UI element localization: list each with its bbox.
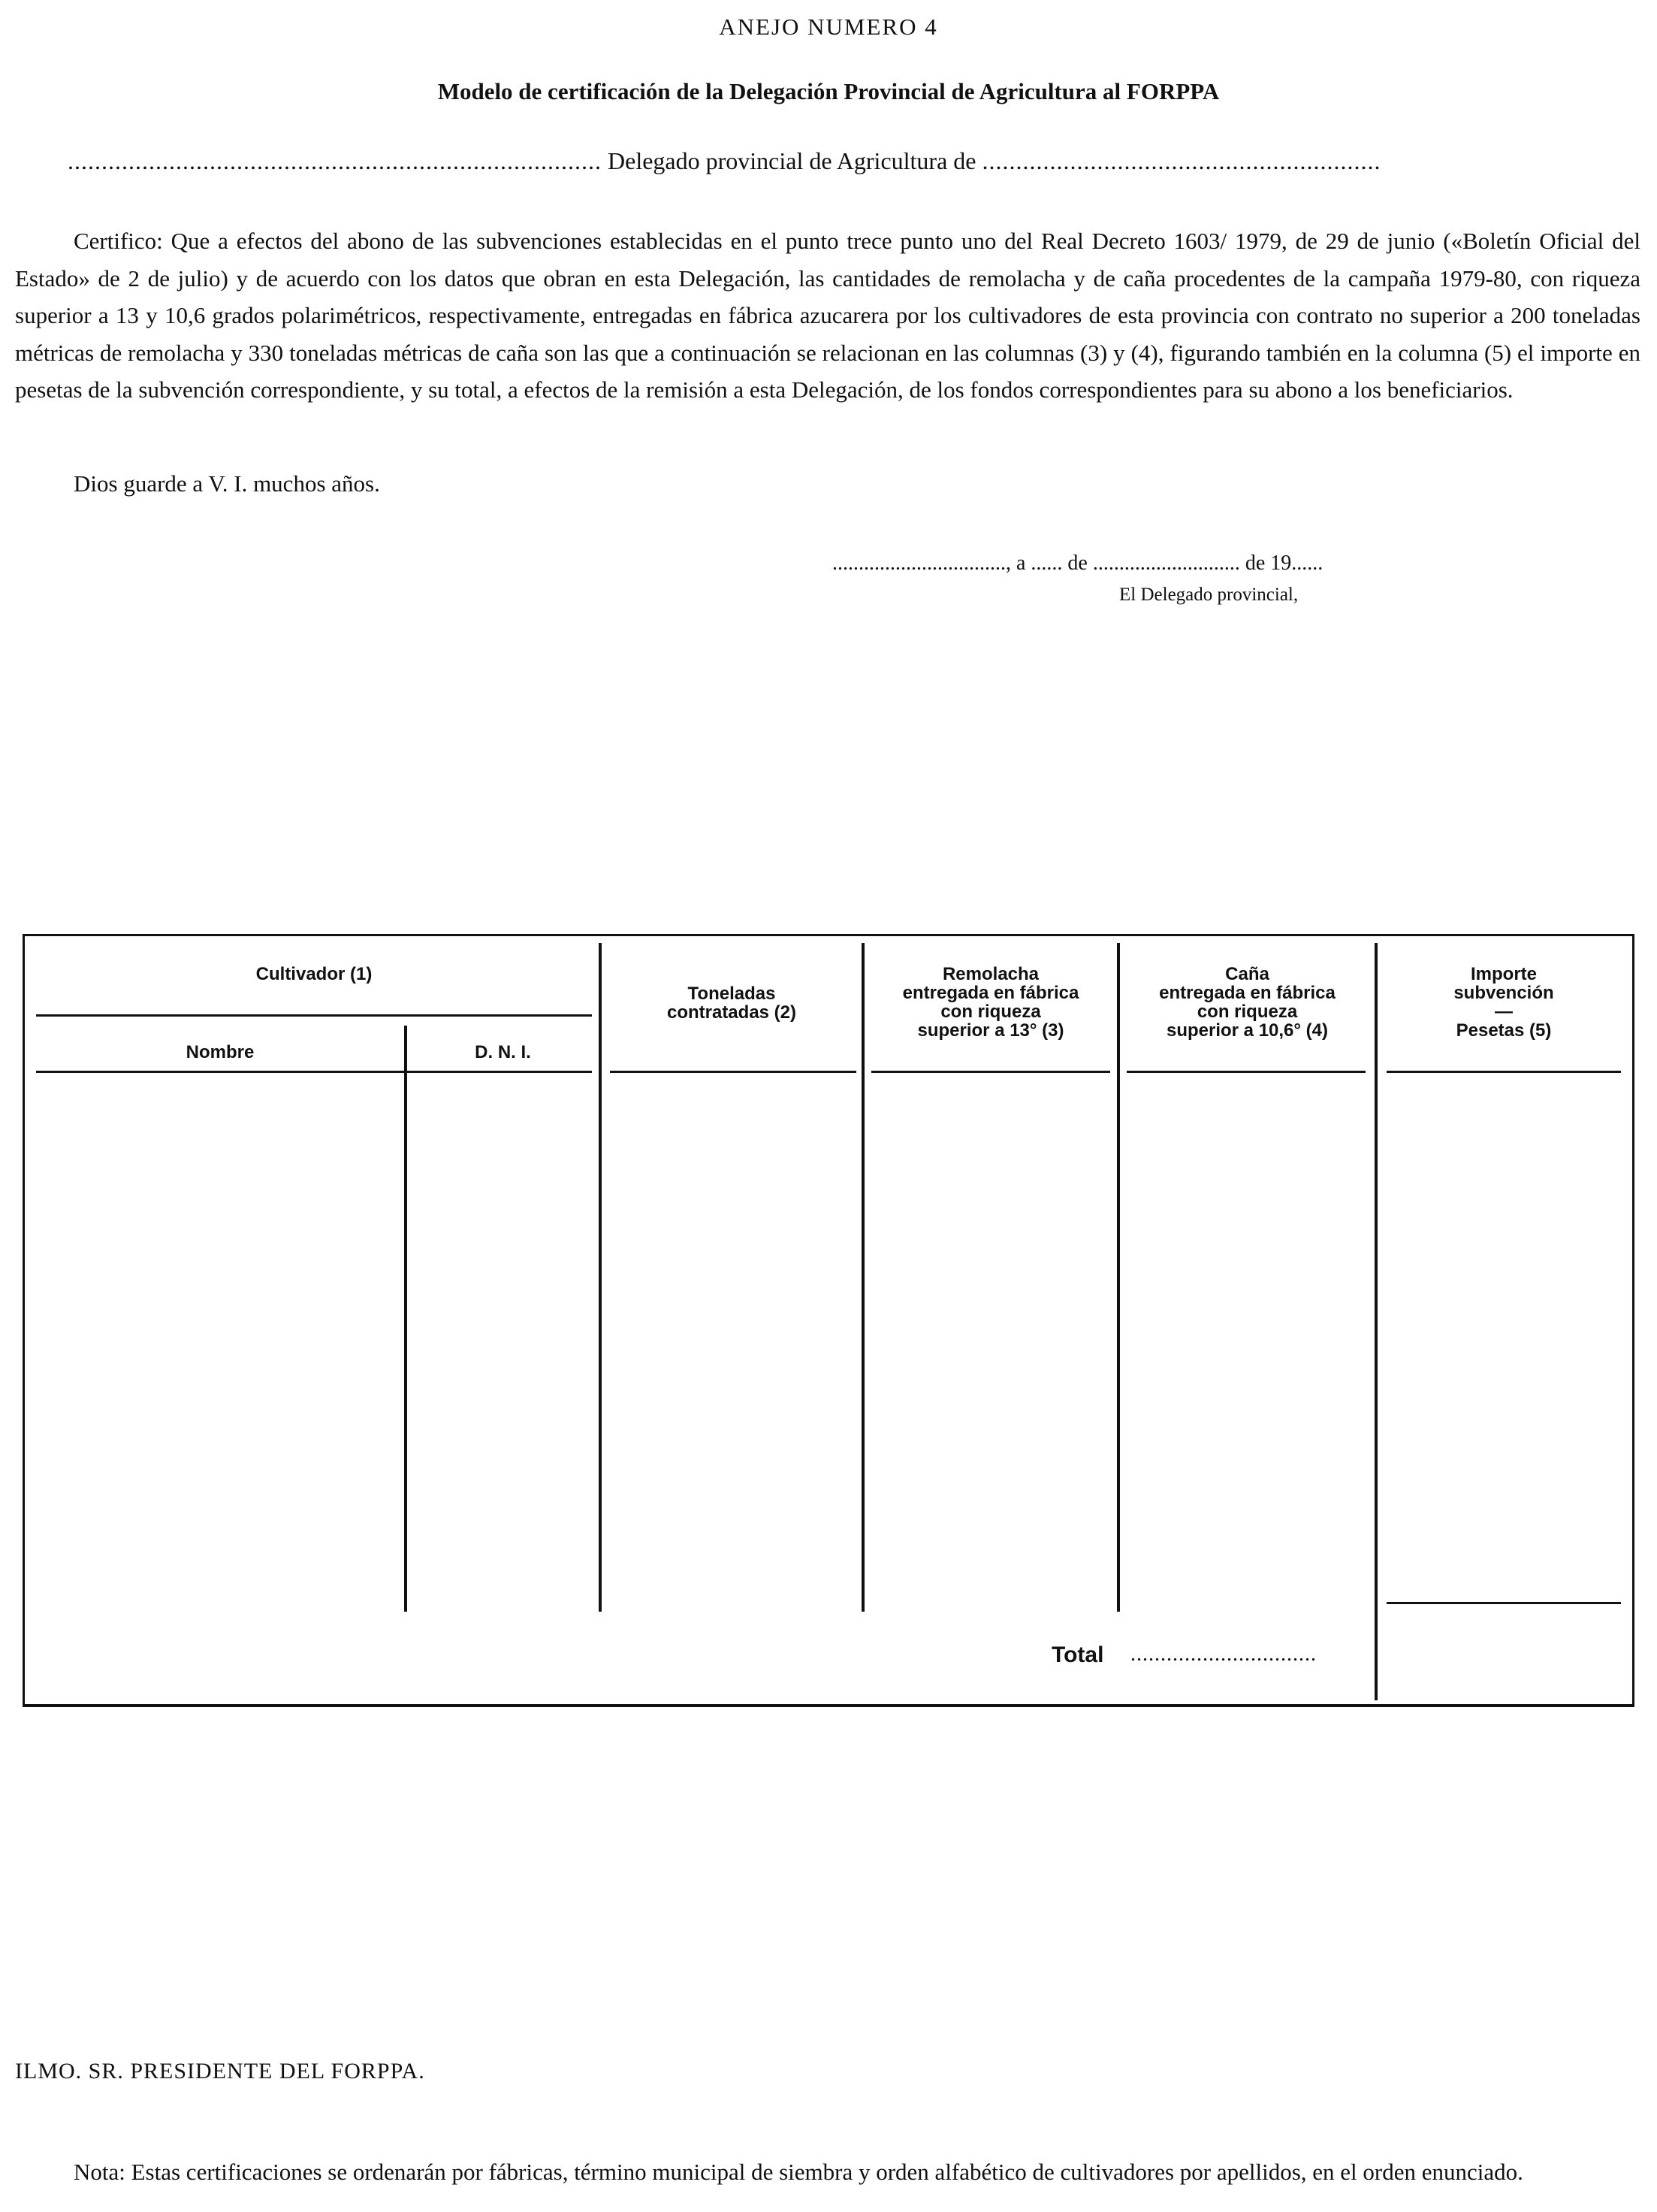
header-toneladas: Toneladas contratadas (2) (666, 984, 797, 1023)
total-blank[interactable]: ............................... (1130, 1642, 1317, 1666)
header-dni: D. N. I. (475, 1042, 531, 1062)
header-line-importe (1387, 1071, 1621, 1073)
table-bottom-border (23, 1704, 1634, 1707)
header-cultivador: Cultivador (1) (255, 964, 373, 984)
addressee: ILMO. SR. PRESIDENTE DEL FORPPA. (15, 2059, 425, 2084)
table-top-border (23, 934, 1634, 936)
separator-nombre-dni (404, 1026, 407, 1612)
delegate-name-blank[interactable]: ............................................................................... (68, 147, 602, 174)
document-subtitle: Modelo de certificación de la Delegación Provincial de Agricultura al FORPPA (437, 78, 1220, 104)
header-line-remolacha (871, 1071, 1110, 1073)
header-line-toneladas (610, 1071, 856, 1073)
delegate-line-text: Delegado provincial de Agricultura de (608, 147, 976, 174)
province-blank[interactable]: ........................................................... (982, 147, 1381, 174)
signature-title: El Delegado provincial, (1119, 585, 1299, 605)
header-importe: Importe subvención — Pesetas (5) (1453, 964, 1554, 1041)
importe-subtotal-line (1387, 1602, 1621, 1604)
separator-cana-importe (1375, 943, 1378, 1700)
delegate-line (68, 147, 1412, 175)
document-title: ANEJO NUMERO 4 (719, 14, 938, 40)
cultivador-underline (36, 1014, 592, 1017)
greeting: Dios guarde a V. I. muchos años. (74, 470, 380, 497)
header-line-cana (1127, 1071, 1366, 1073)
header-cana: Caña entregada en fábrica con riqueza superior a 10,6° (4) (1159, 964, 1336, 1041)
separator-cultivador-toneladas (599, 943, 602, 1612)
footnote: Nota: Estas certificaciones se ordenarán por fábricas, término municipal de siembra y orden alfabético de cultivadores por apellidos, en el orden enunciado. (74, 2159, 1523, 2185)
separator-remolacha-cana (1117, 943, 1120, 1612)
place-date-line[interactable]: ................................., a ...... de ............................ de 19...... (832, 551, 1323, 575)
total-label: Total (1052, 1642, 1104, 1667)
header-nombre: Nombre (186, 1042, 255, 1062)
certification-paragraph: Certifico: Que a efectos del abono de las subvenciones establecidas en el punto trece punto uno del Real Decreto 1603/ 1979, de 29 de junio («Boletín Oficial del Estado» de 2 de julio) y de acuerdo con los datos que obran en esta Delegación, las cantidades de remolacha y de caña procedentes de la campaña 1979-80, con riqueza superior a 13 y 10,6 grados polarimétricos, respectivamente, entregadas en fábrica azucarera por los cultivadores de esta provincia con contrato no superior a 200 toneladas métricas de remolacha y 330 toneladas métricas de caña son las que a continuación se relacionan en las columnas (3) y (4), figurando también en la columna (5) el importe en pesetas de la subvención correspondiente, y su total, a efectos de la remisión a esta Delegación, de los fondos correspondientes para su abono a los beneficiarios. (15, 228, 1640, 403)
header-line-cultivador (36, 1071, 592, 1073)
separator-toneladas-remolacha (862, 943, 865, 1612)
header-remolacha: Remolacha entregada en fábrica con riqueza superior a 13° (3) (902, 964, 1079, 1041)
